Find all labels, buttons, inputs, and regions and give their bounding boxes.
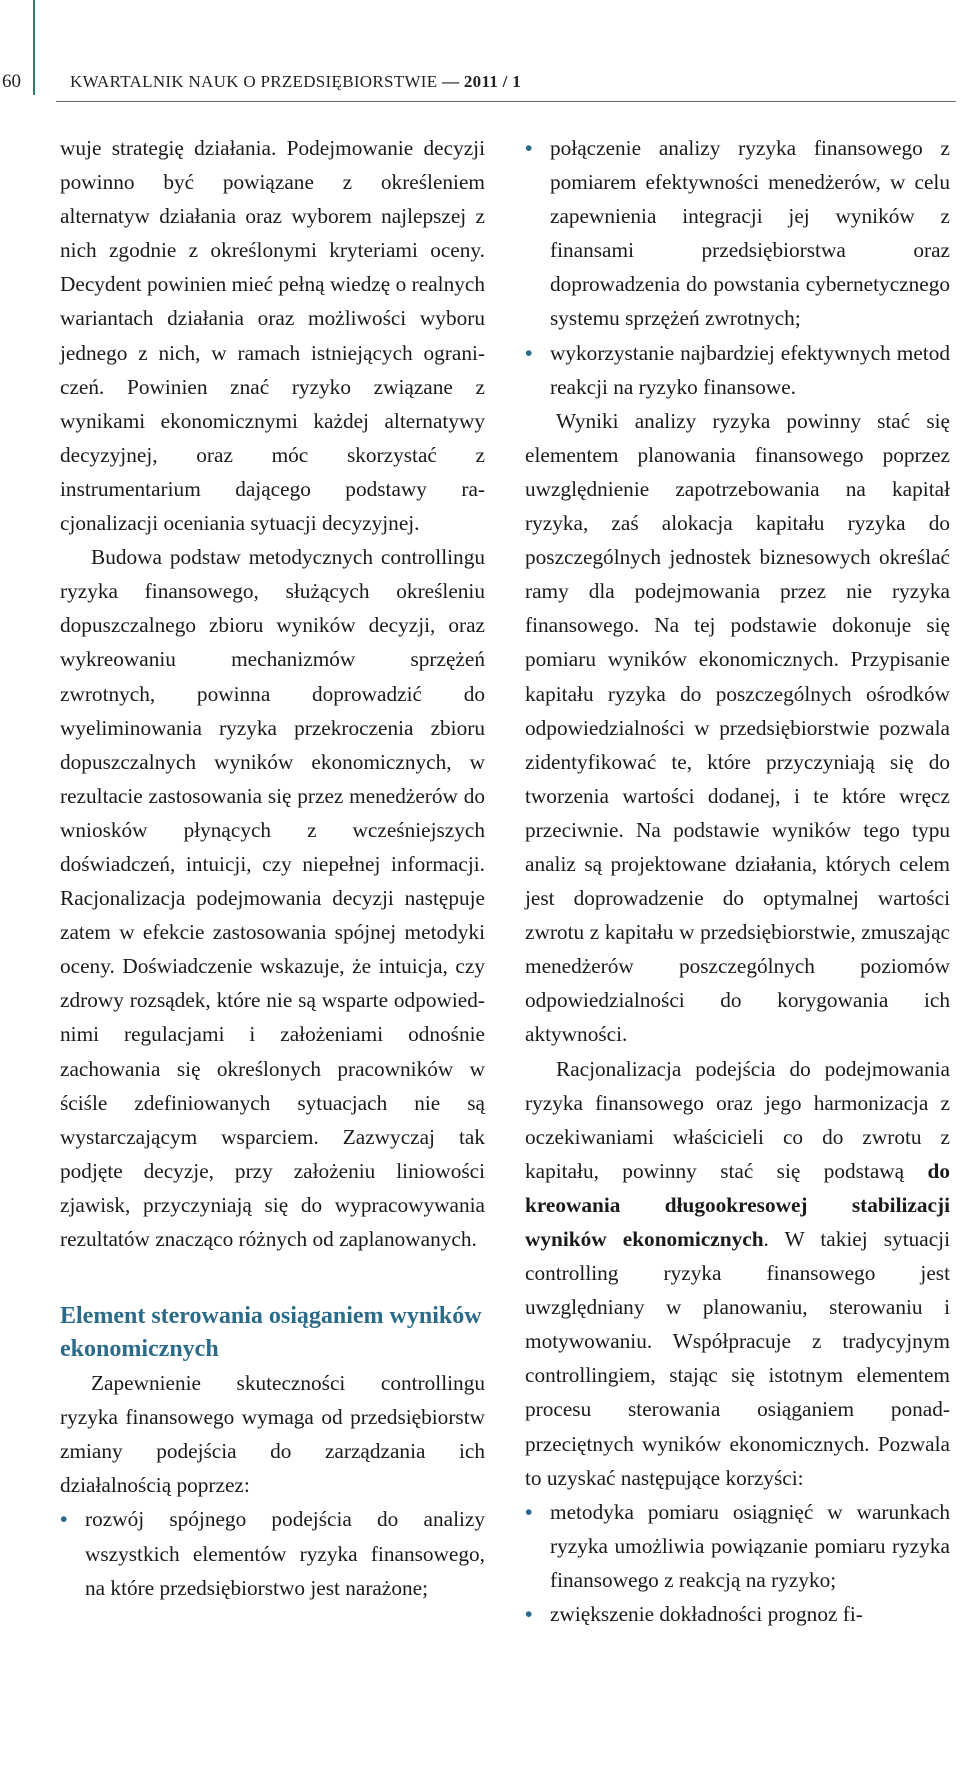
list-item <box>525 336 950 404</box>
bullet-icon: • <box>525 1499 533 1524</box>
paragraph: Wyniki analizy ryzyka powinny stać się elementem planowania finansowego poprzez uwzględnienie zapotrzebowania na kapitał ryzyka, zaś alokacja kapitału ryzyka do poszczególnych jednostek biznesowych określać ramy dla podejmowania przez nie ryzyka finansowego. Na tej podstawie dokonuje się pomiaru wyników ekonomicznych. Przypisanie kapitału ryzyka do poszczególnych ośrodków odpowiedzialności w przedsiębiorstwie pozwala zidentyfikować te, które przyczyniają się do tworzenia wartości dodanej, i te które wręcz przeciwnie. Na podstawie wyników tego typu analiz są projektowane działania, których celem jest doprowadzenie do optymalnej wartości zwrotu z kapitału w przedsiębiorstwie, zmuszając menedżerów poszczególnych poziomów odpowiedzialności do korygowania ich aktywności. <box>525 408 950 1047</box>
bullet-list <box>525 131 950 404</box>
list-item-text: zwiększenie dokładności prognoz fi- <box>550 1602 863 1627</box>
paragraph-text: . W takiej sytuacji controlling ryzyka finansowego jest uwzględniany w planowaniu, sterowaniu i motywowaniu. Współpracuje z tradycyjnym controllingiem, stając się istotnym elementem procesu sterowania osiąganiem ponadprzeciętnych wyników ekonomicznych. Pozwala to uzyskać następujące korzyści: <box>525 1227 950 1490</box>
journal-title: KWARTALNIK NAUK O PRZEDSIĘBIORSTWIE <box>70 72 438 91</box>
list-item-text: metodyka pomiaru osiągnięć w warunkach ryzyka umożliwia powiązanie pomiaru ryzyka finansowego z reakcją na ryzyko; <box>550 1499 950 1592</box>
header-divider <box>56 101 956 102</box>
list-item-text: rozwój spójnego podejścia do analizy wszystkich elementów ryzyka finansowego, na które przedsiębiorstwo jest narażone; <box>85 1507 485 1600</box>
bullet-icon: • <box>525 340 533 365</box>
paragraph: Budowa podstaw metodycznych controllingu ryzyka finansowego, służących określeniu dopuszczalnego zbioru wyników decyzji, oraz wykreowaniu mechanizmów sprzężeń zwrotnych, powinna doprowadzić do wyeliminowania ryzyka przekroczenia zbioru dopuszczalnych wyników ekonomicznych, w rezultacie zastosowania się przez menedżerów do wniosków płynących z wcześniejszych doświadczeń, intuicji, czy niepełnej informacji. Racjonalizacja podejmowania decyzji następuje zatem w efekcie zastosowania spójnej metodyki oceny. Doświadczenie wskazuje, że intuicja, czy zdrowy rozsądek, które nie są wsparte odpowiednimi regulacjami i założeniami odnośnie zachowania się określonych pracowników w ściśle zdefiniowanych sytuacjach nie są wystarczającym wsparciem. Zazwyczaj tak podjęte decyzje, przy założeniu liniowości zjawisk, przyczyniają się do wypracowywania rezultatów znacząco różnych od zaplanowanych. <box>60 545 485 1251</box>
bold-phrase: do kreowania długookresowej stabilizacji wyników ekonomicznych <box>525 1158 950 1251</box>
section-heading: Element sterowania osiąganiem wyników ekonomicznych <box>60 1303 482 1363</box>
paragraph: Zapewnienie skuteczności controllingu ryzyka finansowego wymaga od przedsiębiorstw zmiany podejścia do zarządzania ich działalnością poprzez: <box>60 1371 485 1498</box>
bullet-icon: • <box>525 136 533 160</box>
page-number: 60 <box>2 71 21 92</box>
list-item <box>60 1502 485 1604</box>
running-header <box>70 72 521 92</box>
bullet-list <box>525 1495 950 1631</box>
list-item-text: wykorzystanie najbardziej efektywnych metod reakcji na ryzyko finansowe. <box>550 340 950 399</box>
list-item <box>525 131 950 336</box>
right-column <box>525 131 950 1631</box>
paragraph-text: Racjonalizacja podejścia do podejmowania ryzyka finansowego oraz jego harmonizacja z oczekiwaniami właścicieli co do zwrotu z kapitału, powinny stać się podstawą <box>525 1056 950 1183</box>
paragraph: wuje strategię działania. Podejmowanie decyzji powinno być powiązane z określeniem alternatyw działania oraz wyborem najlepszej z nich zgodnie z określonymi kryteriami oceny. Decydent powinien mieć pełną wiedzę o realnych wariantach działania oraz możliwości wyboru jednego z nich, w ramach istniejących ograniczeń. Powinien znać ryzyko związane z wynikami ekonomicznymi każdej alternatywy decyzyjnej, oraz móc skorzystać z instrumentarium dającego podstawy racjonalizacji oceniania sytuacji decyzyjnej. <box>60 136 485 536</box>
margin-accent-line <box>33 0 35 95</box>
list-item <box>525 1597 950 1631</box>
bullet-icon: • <box>525 1602 533 1627</box>
list-item <box>525 1495 950 1597</box>
bullet-list <box>60 1502 485 1604</box>
left-column <box>60 131 485 1605</box>
paragraph <box>525 1052 950 1495</box>
journal-issue: — 2011 / 1 <box>442 72 522 91</box>
list-item-text: połączenie analizy ryzyka finansowego z pomiarem efektywności menedżerów, w celu zapewnienia integracji jej wyników z finansami przedsiębiorstwa oraz doprowadzenia do powstania cybernetycznego systemu sprzężeń zwrotnych; <box>550 136 950 331</box>
bullet-icon: • <box>60 1507 68 1532</box>
